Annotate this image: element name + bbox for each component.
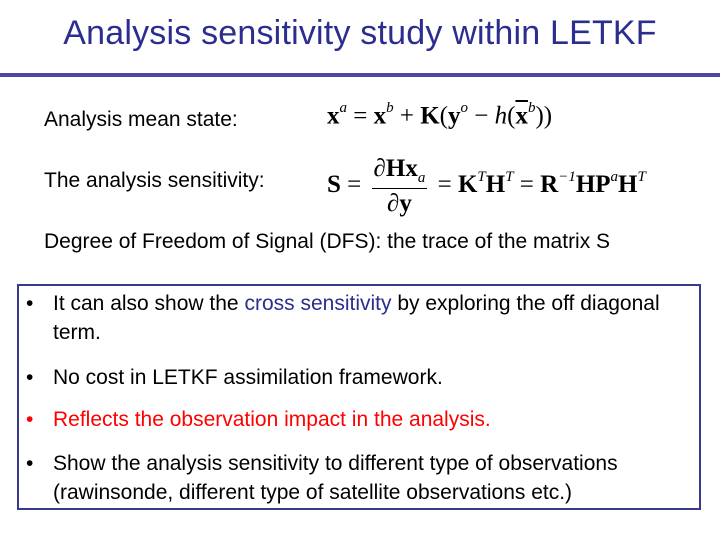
slide-title: Analysis sensitivity study within LETKF [63, 14, 657, 52]
dfs-definition: Degree of Freedom of Signal (DFS): the trace of the matrix S [44, 230, 611, 253]
bullet-marker: • [26, 452, 34, 475]
title-divider [0, 73, 720, 77]
bullet-marker: • [26, 408, 34, 431]
bullet-text: Reflects the observation impact in the analysis. [53, 408, 491, 431]
mean-state-label: Analysis mean state: [44, 108, 238, 131]
bullet-item-cross-sensitivity [26, 289, 710, 347]
bullet-marker: • [26, 292, 34, 315]
bullet-item-no-cost [26, 363, 710, 392]
mean-state-equation: $x^a = x^b + K(y^o - h(\overline{x}^b))$ [327, 100, 553, 130]
cross-sensitivity-highlight: cross sensitivity [244, 292, 392, 315]
sensitivity-label: The analysis sensitivity: [44, 169, 265, 192]
bullet-text: No cost in LETKF assimilation framework. [53, 366, 443, 389]
partial-derivative-fraction: $\frac{\partial Hx_a}{\partial y}$ [373, 155, 426, 217]
bullet-marker: • [26, 366, 34, 389]
bullet-text-part: It can also show the [53, 292, 245, 315]
bullet-item-observation-types [26, 449, 710, 507]
sensitivity-equation: S = $\frac{\partial Hx_a}{\partial y}$ = $K^TH^T = R^{-1}HP^aH^T$ [327, 155, 646, 217]
bullet-item-observation-impact [26, 405, 710, 434]
bullet-text: Show the analysis sensitivity to different type of observations (rawinsonde, different type of satellite observations etc.) [53, 452, 618, 504]
bullet-text-part: by exploring the off diagonal term. [53, 292, 660, 344]
